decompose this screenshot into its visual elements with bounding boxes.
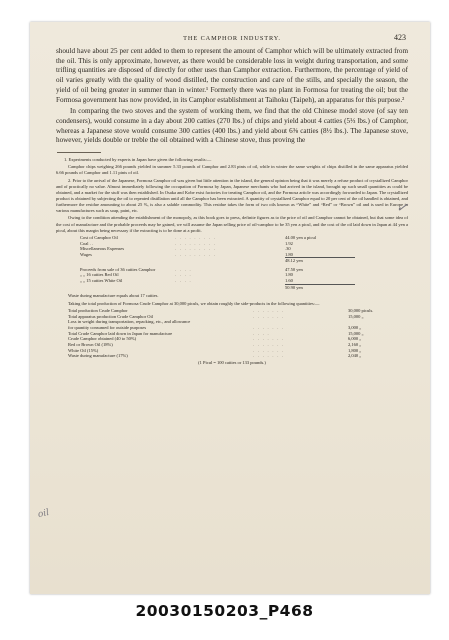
footnote-1-detail: Camphor chips weighing 266 pounds yielded in summer 5.33 pounds of Camphor and 2.83 pints of oil, while in winter the same weights of chips distilled in the same apparatus yielded 6.66 pounds of Camphor and 1.11 pints of oil. <box>56 164 408 176</box>
leader-dots: . . . . . . . <box>253 336 285 342</box>
leader-dots: . . . . . . . <box>253 342 285 348</box>
production-value: 1,800 „ <box>348 347 362 353</box>
leader-dots: . . . . <box>175 278 192 284</box>
leader-dots: . . . . . . . <box>253 347 285 353</box>
production-label: Crude Camphor obtained (40 to 50%) <box>68 336 137 342</box>
cost-value: .30 <box>285 246 291 252</box>
production-label: for quantity consumed for outside purposes <box>68 324 147 330</box>
production-value: 6,000 „ <box>348 336 362 342</box>
proceeds-label: „ „ 16 catties Red Oil <box>80 272 119 278</box>
check-mark-icon: ✓ <box>394 199 409 217</box>
page-content <box>56 30 408 365</box>
production-row <box>68 353 396 359</box>
leader-dots: . . . . . . . . . <box>175 246 217 252</box>
leader-dots: . . . . <box>253 330 270 336</box>
handwritten-oil-note: oil <box>37 507 51 521</box>
proceeds-value: 47.50 yen <box>285 266 303 272</box>
proceeds-value: 1.60 <box>285 278 293 284</box>
production-label: Total apparatus production Crude Camphor Oil <box>68 313 154 319</box>
catalog-id-label: 20030150203_P468 <box>135 602 314 620</box>
body-paragraph-1: should have about 25 per cent added to them to represent the amount of Camphor which will be ultimately extracted from the oil. This is only approximate, however, as there would be considerable loss in weight during transportation, and some trifling quantities are disposed of directly for other uses than Camphor extraction. Furthermore, the percentage of yield of oil varies greatly with the quality of wood distilled, the construction and care of the stills, and specially the season, the yield of oil being greater in summer than in winter.¹ Formerly there was no plant in Formosa for treating the oil; but the Formosa government has now provided, in its Camphor establishment at Taihoku (Taipeh), an apparatus for this purpose.² <box>56 47 408 104</box>
running-title: THE CAMPHOR INDUSTRY. <box>183 35 281 42</box>
cost-label: Miscellaneous Expenses <box>80 246 125 252</box>
page-number: 423 <box>394 33 406 42</box>
leader-dots: . . . . . . . . . <box>175 240 217 246</box>
leader-dots: . . . . . . . . . <box>175 234 217 240</box>
footnote-2-continued: Owing to the condition attending the establishment of the monopoly, as this book goes to press, definite figures as to the price of oil and Camphor cannot be obtained, but that some idea of the cost of manufacture and the probable proceeds may be gained, we will assume the Japan selling price of oil-camphor to be 35 yen a picul, and the cost of the oil laid down in Japan at 44 yen a picul, about this margin being necessary if the extracting is to be done at a profit. <box>56 215 408 233</box>
leader-dots: . . . . <box>175 272 192 278</box>
cost-value: 1.92 <box>285 240 293 246</box>
production-value: 15,000 „ <box>348 313 364 319</box>
cost-value: 1.80 <box>285 251 293 257</box>
production-label: Loss in weight during transportation, repacking, etc., and allowance <box>68 319 191 325</box>
proceeds-total: 50.90 yen <box>285 284 355 290</box>
production-value: 15,000 „ <box>348 330 364 336</box>
leader-dots: . . . . <box>175 266 192 272</box>
production-value: 2,160 „ <box>348 342 362 348</box>
production-intro: Taking the total production of Formosa Crude Camphor at 30,000 piculs, we obtain roughly the side-products in the following quantities:— <box>68 300 320 306</box>
production-label: Total Crude Camphor laid down in Japan for manufacture <box>68 330 173 336</box>
production-value: 3,000 „ <box>348 324 362 330</box>
cost-value: 44.00 yen a picul <box>285 234 316 240</box>
leader-dots: . . . . . . . . . <box>175 251 217 257</box>
cost-label: Cost of Camphor Oil <box>80 234 118 240</box>
production-label: Waste during manufacture (17%) <box>68 353 128 359</box>
picul-note: (1 Picul = 100 catties or 133 pounds.) <box>198 360 266 366</box>
footnote-2: 2. Prior to the arrival of the Japanese, Formosa Camphor oil was given but little attention in the island, the general opinion being that it was merely a refuse product of crystallized Camphor and of practically no value. Almost immediately following the occupation of Formosa by Japan, Japanese merchants who had arrived in the island, brought up such small quantities as could be obtained, and a market for the stuff was then established. In Osaka and Kobe exist factories for treating Camphor oil, and the Formosa article was accordingly forwarded to Japan. The crystallized product is obtained by subjecting the oil to repeated distillation until all the Camphor has been extracted. A quantity of crystallized Camphor equal to 20 per cent of the oil handled is obtained, and furthermore the residue amounting to about 25 %, is also a salable commodity. This residue takes the form of two oils known as “White” and “Red” or “Brown” oil and is used in Europe in various manufactures such as soap, paint, etc. <box>56 177 408 214</box>
leader-dots: . . . . . . . <box>253 307 285 313</box>
cost-table <box>80 235 355 290</box>
cost-total: 48.12 yen <box>285 258 355 264</box>
proceeds-value: 1.80 <box>285 272 293 278</box>
proceeds-label: Proceeds from sale of 36 catties Camphor <box>80 266 156 272</box>
body-paragraph-2: In comparing the two stoves and the system of working them, we find that the old Chinese model stove (of say ten condensers), would consume in a day about 200 catties (270 lbs.) of chips and yield about 4 catties (5⅓ lbs.) of Camphor, whereas a Japanese stove would consume 300 catties (400 lbs.) and yield about 6⅜ catties (8½ lbs.). The Japanese stove, however, yields double or treble the oil obtained with a Chinese stove, thus proving the <box>56 107 408 145</box>
production-label: White Oil (15%) <box>68 347 99 353</box>
leader-dots: . . . . . . . <box>253 313 285 319</box>
proceeds-label: „ „ 15 catties White Oil <box>80 278 123 284</box>
production-label: Total production Crude Camphor <box>68 307 128 313</box>
production-table <box>68 308 396 359</box>
cost-label: Coal . . <box>80 240 93 246</box>
waste-note: Waste during manufacture equals about 17 catties. <box>68 293 159 299</box>
leader-dots: . . . . . . . <box>253 353 285 359</box>
proceeds-total-row <box>80 284 355 290</box>
scanned-page <box>30 22 430 594</box>
production-value: 2,040 „ <box>348 353 362 359</box>
footnote-rule <box>57 152 101 153</box>
page-header <box>56 30 408 44</box>
production-value: 30,000 piculs. <box>348 307 374 313</box>
footnote-1: 1. Experiments conducted by experts in Japan have given the following results:— <box>64 157 212 163</box>
production-label: Red or Brown Oil (18%) <box>68 342 113 348</box>
leader-dots: . . . . . . . <box>253 324 285 330</box>
cost-label: Wages <box>80 251 92 257</box>
